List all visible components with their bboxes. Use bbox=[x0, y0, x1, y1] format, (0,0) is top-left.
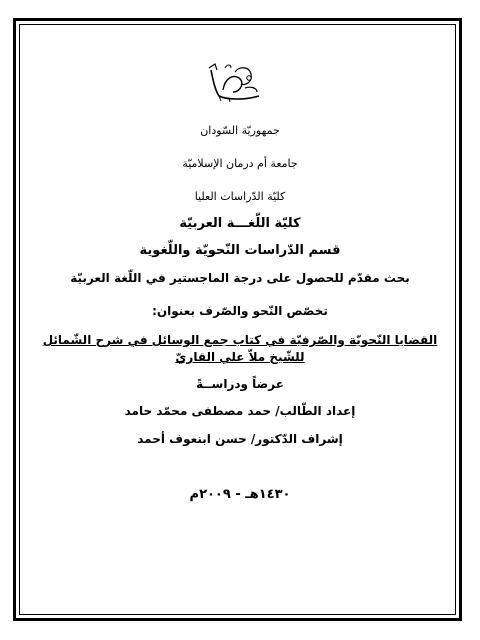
thesis-purpose: بحث مقدّم للحصول على درجة الماجستير في اللّغة العربيّة bbox=[70, 271, 410, 285]
college-name: كليّة الدّراسات العليا bbox=[194, 190, 286, 203]
submission-date: ١٤٣٠هـ - ٢٠٠٩م bbox=[189, 487, 291, 502]
thesis-title-line-1: القضايا النّحويّة والصّرفيّة في كتاب جمع الوسائل في شرح الشّمائل bbox=[42, 333, 438, 347]
inner-border bbox=[19, 24, 456, 615]
student-name: إعداد الطّالب/ حمد مصطفى محمّد حامد bbox=[124, 404, 356, 418]
supervisor-name: إشراف الدّكتور/ حسن ابنعوف أحمد bbox=[137, 432, 343, 446]
university-name: جامعة أم درمان الإسلاميّة bbox=[182, 157, 298, 170]
department-name: قسم الدّراسات النّحويّة واللّغوية bbox=[139, 243, 341, 258]
presentation-type: عرضاً ودراســةً bbox=[196, 377, 284, 391]
thesis-title-line-2: للشّيخ ملاّ علي القاريّ bbox=[175, 350, 305, 364]
specialization-line: تخصّص النّحو والصّرف بعنوان: bbox=[152, 304, 328, 318]
calligraphy-emblem-icon bbox=[205, 60, 265, 104]
country-name: جمهوريّة السّودان bbox=[200, 124, 280, 137]
faculty-name: كليّة اللّغـــة العربيّة bbox=[179, 216, 301, 231]
